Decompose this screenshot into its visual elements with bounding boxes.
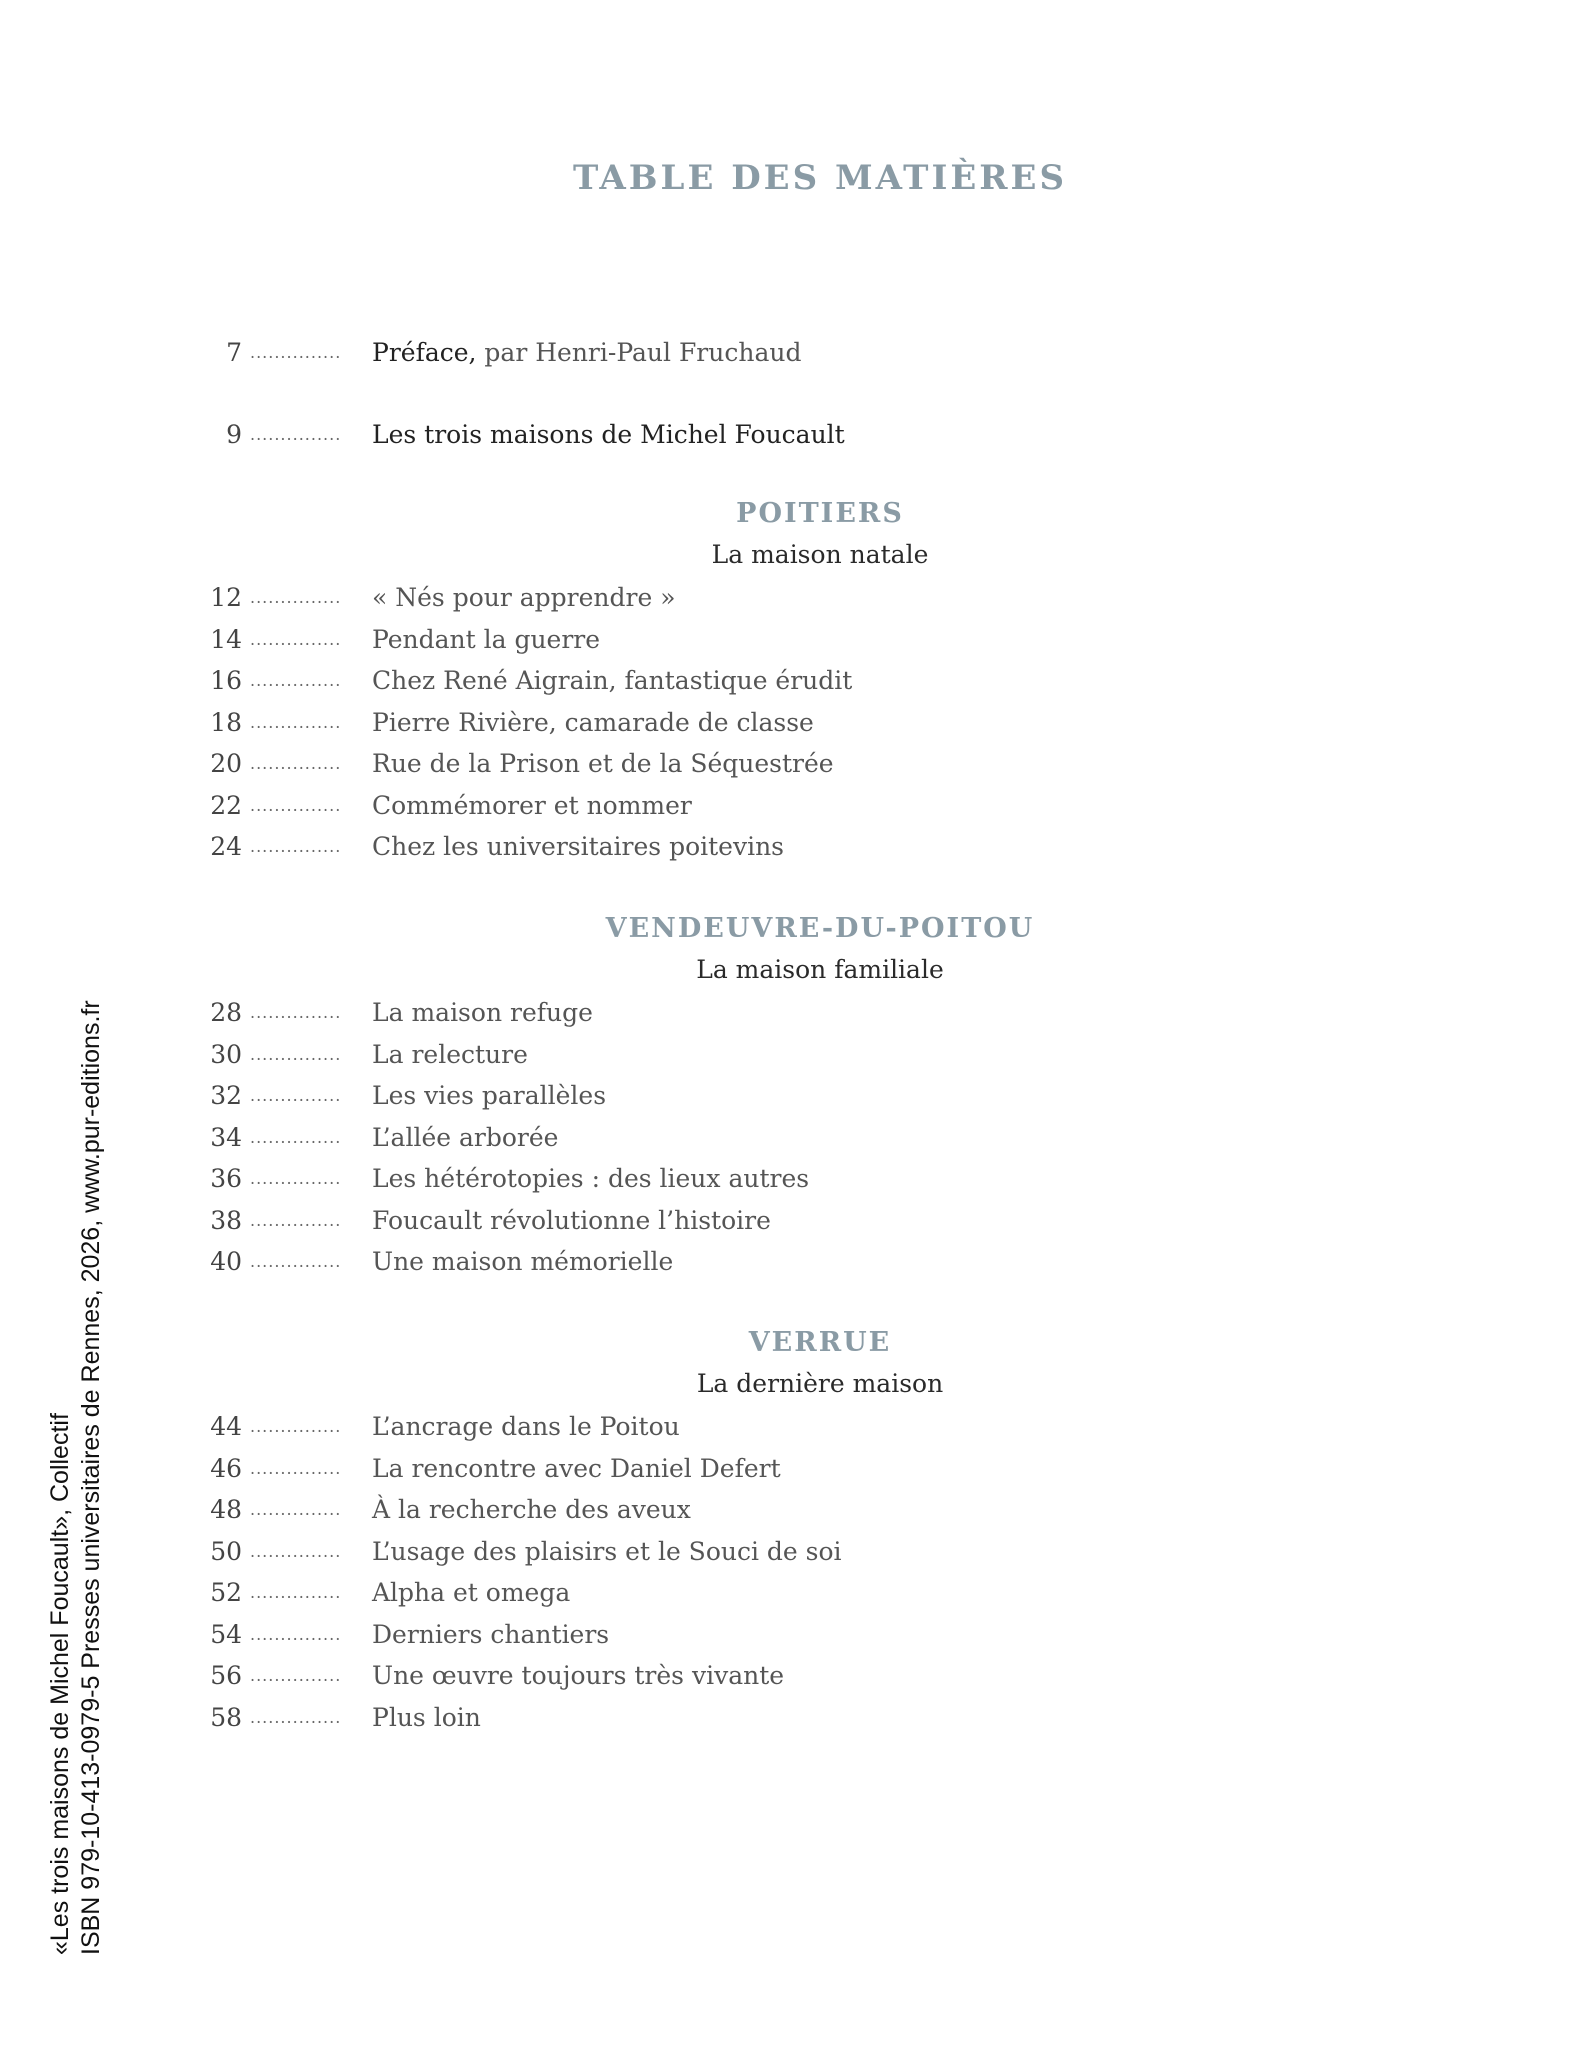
sidebar-line-title: «Les trois maisons de Michel Foucault», Collectif <box>46 1413 74 1955</box>
entry-title: Derniers chantiers <box>372 1619 610 1649</box>
entry-leader-dots: ............... <box>250 1044 342 1064</box>
toc-entry <box>0 992 1580 1034</box>
entry-page-number: 14 <box>210 624 242 654</box>
entry-leader-dots: ............... <box>250 754 342 773</box>
entry-page-number: 54 <box>210 1619 242 1649</box>
entry-leader-dots: ............... <box>250 1666 342 1685</box>
entry-title: Chez les universitaires poitevins <box>372 832 785 861</box>
entry-leader-dots: ............... <box>250 671 342 690</box>
entry-page-number: 38 <box>210 1205 242 1235</box>
entry-title-rest: par Henri-Paul Fruchaud <box>476 338 802 367</box>
entry-page-number: 30 <box>210 1039 242 1069</box>
entry-leader-dots: ............... <box>250 1541 342 1561</box>
entry-page-number: 46 <box>210 1453 242 1483</box>
entry-title: L’allée arborée <box>372 1122 559 1152</box>
entry-title: Chez René Aigrain, fantastique érudit <box>372 666 853 695</box>
entry-page-number: 16 <box>210 666 242 695</box>
toc-entry <box>0 660 1580 702</box>
entry-title: Une œuvre toujours très vivante <box>372 1661 785 1690</box>
toc-entry <box>0 1655 1580 1697</box>
entry-leader-dots: ............... <box>250 1086 342 1105</box>
toc-entry <box>0 1075 1580 1117</box>
toc-entry <box>0 1158 1580 1200</box>
toc-entry <box>0 1697 1580 1739</box>
entry-page-number: 18 <box>210 707 242 737</box>
entry-title: Les vies parallèles <box>372 1081 607 1110</box>
entry-page-number: 7 <box>226 338 242 367</box>
entry-title: Alpha et omega <box>372 1578 571 1607</box>
section-heading: POITIERS <box>736 498 904 529</box>
entry-title: Les trois maisons de Michel Foucault <box>372 420 845 449</box>
entry-title: Rue de la Prison et de la Séquestrée <box>372 749 834 778</box>
entry-title: À la recherche des aveux <box>372 1495 691 1524</box>
entry-leader-dots: ............... <box>250 1458 342 1478</box>
entry-page-number: 36 <box>210 1164 242 1193</box>
toc-entry <box>0 619 1580 661</box>
section-entries <box>0 992 1580 1283</box>
entry-page-number: 32 <box>210 1081 242 1110</box>
entry-page-number: 40 <box>210 1247 242 1276</box>
section-heading: VENDEUVRE-DU-POITOU <box>605 913 1035 944</box>
entry-title: Pendant la guerre <box>372 624 601 654</box>
entry-title: Foucault révolutionne l’histoire <box>372 1205 771 1235</box>
entry-page-number: 9 <box>226 420 242 449</box>
entry-title: L’ancrage dans le Poitou <box>372 1412 680 1441</box>
entry-leader-dots: ............... <box>250 588 342 607</box>
entry-title <box>372 332 801 374</box>
toc-entry <box>0 826 1580 868</box>
section-subtitle: La maison natale <box>711 540 929 569</box>
sidebar-line-isbn: ISBN 979-10-413-0979-5 Presses universitaires de Rennes, 2026, www.pur-editions.fr <box>77 1000 105 1955</box>
entry-title: La relecture <box>372 1039 528 1069</box>
section-heading: VERRUE <box>748 1327 892 1358</box>
entry-page-number: 56 <box>210 1661 242 1690</box>
entry-leader-dots: ............... <box>250 1624 342 1644</box>
entry-page-number: 58 <box>210 1702 242 1732</box>
entry-page-number: 44 <box>210 1412 242 1441</box>
entry-leader-dots: ............... <box>250 1127 342 1147</box>
entry-page-number: 48 <box>210 1495 242 1524</box>
entry-leader-dots: ............... <box>250 1169 342 1188</box>
entry-title: La maison refuge <box>372 998 593 1027</box>
entry-leader-dots: ............... <box>250 1003 342 1022</box>
entry-page-number: 20 <box>210 749 242 778</box>
entry-page-number: 50 <box>210 1536 242 1566</box>
entry-title: Plus loin <box>372 1702 481 1732</box>
toc-entry <box>0 577 1580 619</box>
entry-title: « Nés pour apprendre » <box>372 583 676 612</box>
toc-entry <box>0 1241 1580 1283</box>
toc-entry <box>0 785 1580 827</box>
copyright-sidebar <box>45 935 107 1955</box>
entry-leader-dots: ............... <box>250 1417 342 1436</box>
toc-entry <box>0 1117 1580 1159</box>
section-entries <box>0 1406 1580 1738</box>
toc-entry <box>0 1448 1580 1490</box>
entry-leader-dots: ............... <box>250 629 342 649</box>
toc-entry <box>0 1572 1580 1614</box>
entry-page-number: 22 <box>210 790 242 820</box>
entry-page-number: 52 <box>210 1578 242 1607</box>
entry-leader-dots: ............... <box>250 425 342 444</box>
section-entries <box>0 577 1580 868</box>
intro-entry <box>0 414 1580 456</box>
entry-title: Commémorer et nommer <box>372 790 692 820</box>
entry-title: Une maison mémorielle <box>372 1247 674 1276</box>
entry-leader-dots: ............... <box>250 343 342 362</box>
toc-entry <box>0 1034 1580 1076</box>
intro-entry <box>0 332 1580 374</box>
entry-leader-dots: ............... <box>250 795 342 815</box>
entry-leader-dots: ............... <box>250 837 342 856</box>
entry-leader-dots: ............... <box>250 712 342 732</box>
entry-page-number: 28 <box>210 998 242 1027</box>
toc-entry <box>0 1406 1580 1448</box>
entry-title: La rencontre avec Daniel Defert <box>372 1453 781 1483</box>
entry-leader-dots: ............... <box>250 1252 342 1271</box>
page-title: TABLE DES MATIÈRES <box>572 158 1067 198</box>
toc-entry <box>0 1489 1580 1531</box>
toc-entry <box>0 743 1580 785</box>
entry-leader-dots: ............... <box>250 1210 342 1230</box>
entry-leader-dots: ............... <box>250 1583 342 1602</box>
entry-page-number: 34 <box>210 1122 242 1152</box>
entry-title: Les hétérotopies : des lieux autres <box>372 1164 810 1193</box>
toc-entry <box>0 702 1580 744</box>
entry-title: L’usage des plaisirs et le Souci de soi <box>372 1536 842 1566</box>
entry-page-number: 12 <box>210 583 242 612</box>
entry-title: Pierre Rivière, camarade de classe <box>372 707 814 737</box>
toc-entry <box>0 1614 1580 1656</box>
entry-title-main: Préface, <box>372 338 477 367</box>
entry-page-number: 24 <box>210 832 242 861</box>
section-subtitle: La maison familiale <box>696 955 944 984</box>
entry-leader-dots: ............... <box>250 1500 342 1519</box>
entry-leader-dots: ............... <box>250 1707 342 1727</box>
toc-entry <box>0 1531 1580 1573</box>
toc-entry <box>0 1200 1580 1242</box>
section-subtitle: La dernière maison <box>696 1369 944 1398</box>
